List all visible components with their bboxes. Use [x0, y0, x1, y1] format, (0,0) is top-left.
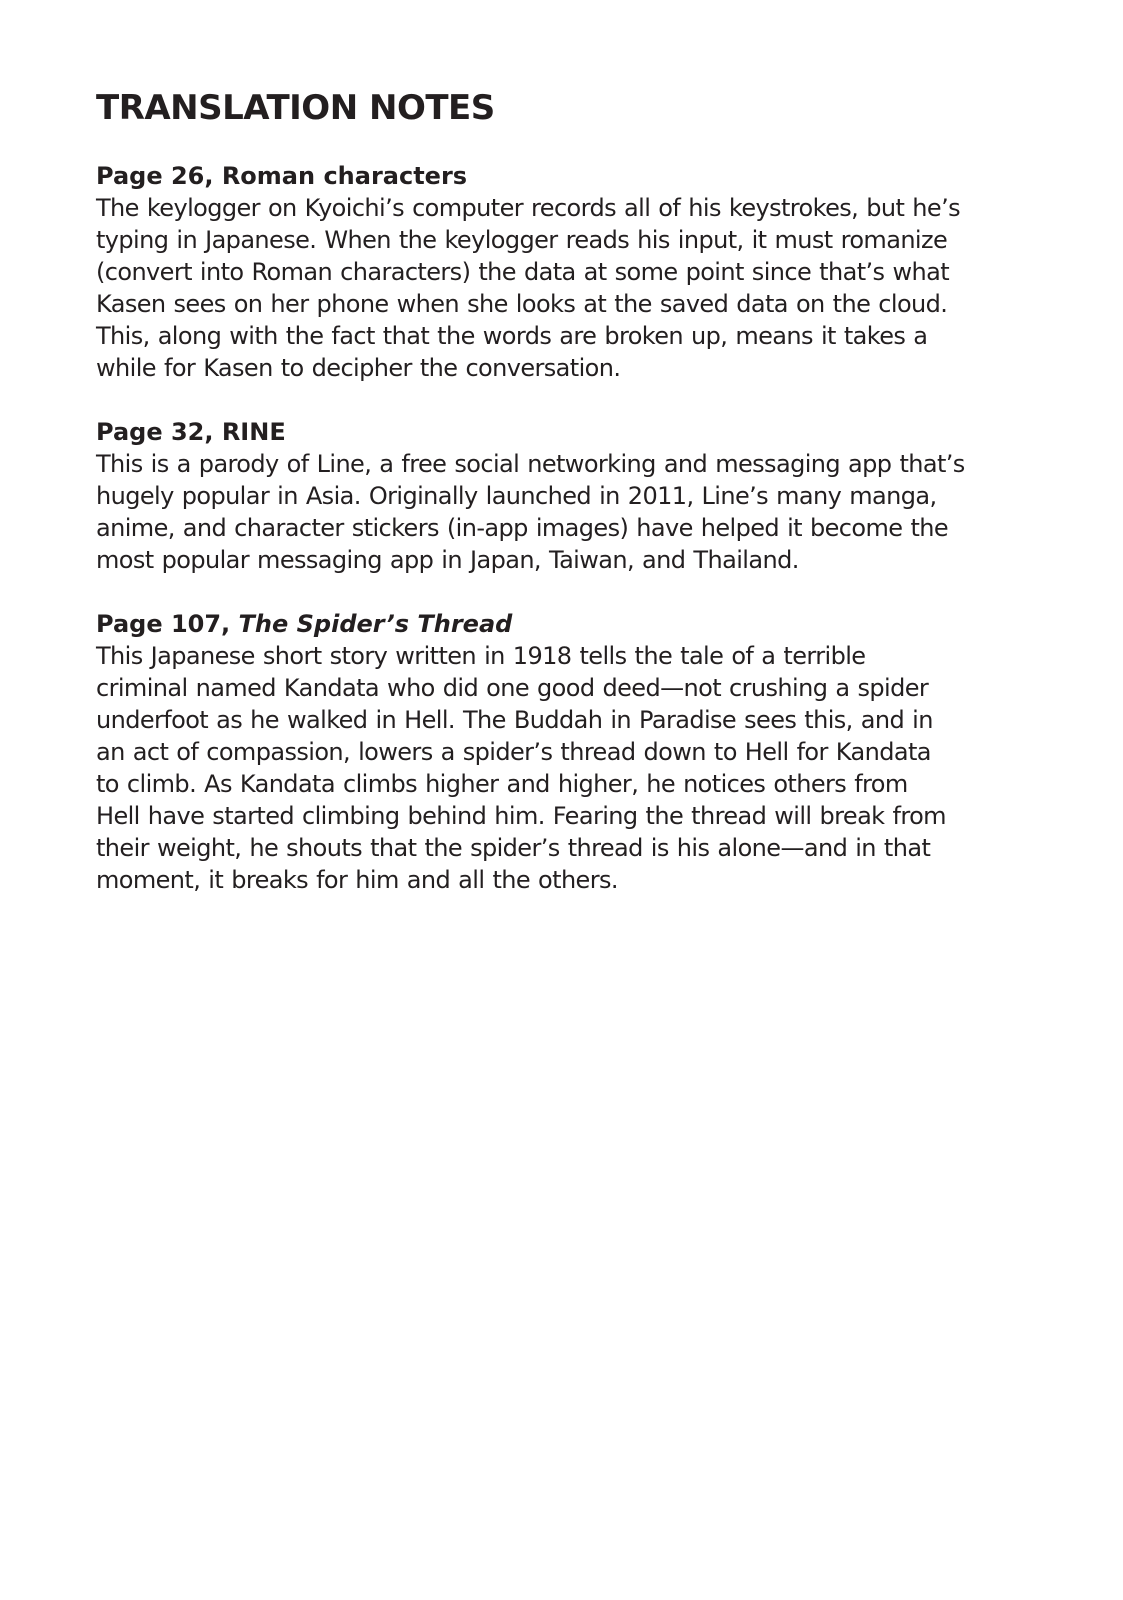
note-line: most popular messaging app in Japan, Taiwan, and Thailand.	[96, 546, 799, 574]
note-line: typing in Japanese. When the keylogger reads his input, it must romanize	[96, 226, 948, 254]
note-line: This Japanese short story written in 1918 tells the tale of a terrible	[96, 642, 866, 670]
note-heading	[96, 608, 1026, 640]
note-line: anime, and character stickers (in-app images) have helped it become the	[96, 514, 949, 542]
note-line: Kasen sees on her phone when she looks at the saved data on the cloud.	[96, 290, 948, 318]
note-line: their weight, he shouts that the spider’s thread is his alone—and in that	[96, 834, 931, 862]
note-topic: RINE	[221, 418, 286, 446]
note-page-107	[96, 608, 1026, 896]
note-line: to climb. As Kandata climbs higher and higher, he notices others from	[96, 770, 908, 798]
note-line: criminal named Kandata who did one good deed—not crushing a spider	[96, 674, 929, 702]
note-body	[96, 640, 1026, 896]
note-line: while for Kasen to decipher the conversation.	[96, 354, 621, 382]
note-body	[96, 192, 1026, 384]
note-body	[96, 448, 1026, 576]
note-line: (convert into Roman characters) the data at some point since that’s what	[96, 258, 950, 286]
note-topic: The Spider’s Thread	[238, 610, 513, 638]
notes-list	[96, 160, 1026, 896]
note-line: hugely popular in Asia. Originally launched in 2011, Line’s many manga,	[96, 482, 937, 510]
page-title: TRANSLATION NOTES	[96, 88, 495, 128]
note-line: Hell have started climbing behind him. Fearing the thread will break from	[96, 802, 946, 830]
translation-notes-page	[96, 84, 1026, 896]
note-heading	[96, 416, 1026, 448]
note-page-ref: Page 26,	[96, 162, 222, 190]
note-heading	[96, 160, 1026, 192]
note-page-ref: Page 107,	[96, 610, 239, 638]
note-line: This is a parody of Line, a free social networking and messaging app that’s	[96, 450, 965, 478]
note-line: moment, it breaks for him and all the others.	[96, 866, 618, 894]
note-page-26	[96, 160, 1026, 384]
note-topic: Roman characters	[221, 162, 468, 190]
note-page-32	[96, 416, 1026, 576]
note-line: This, along with the fact that the words are broken up, means it takes a	[96, 322, 928, 350]
note-page-ref: Page 32,	[96, 418, 222, 446]
note-line: underfoot as he walked in Hell. The Buddah in Paradise sees this, and in	[96, 706, 933, 734]
note-line: an act of compassion, lowers a spider’s thread down to Hell for Kandata	[96, 738, 931, 766]
note-line: The keylogger on Kyoichi’s computer records all of his keystrokes, but he’s	[96, 194, 960, 222]
